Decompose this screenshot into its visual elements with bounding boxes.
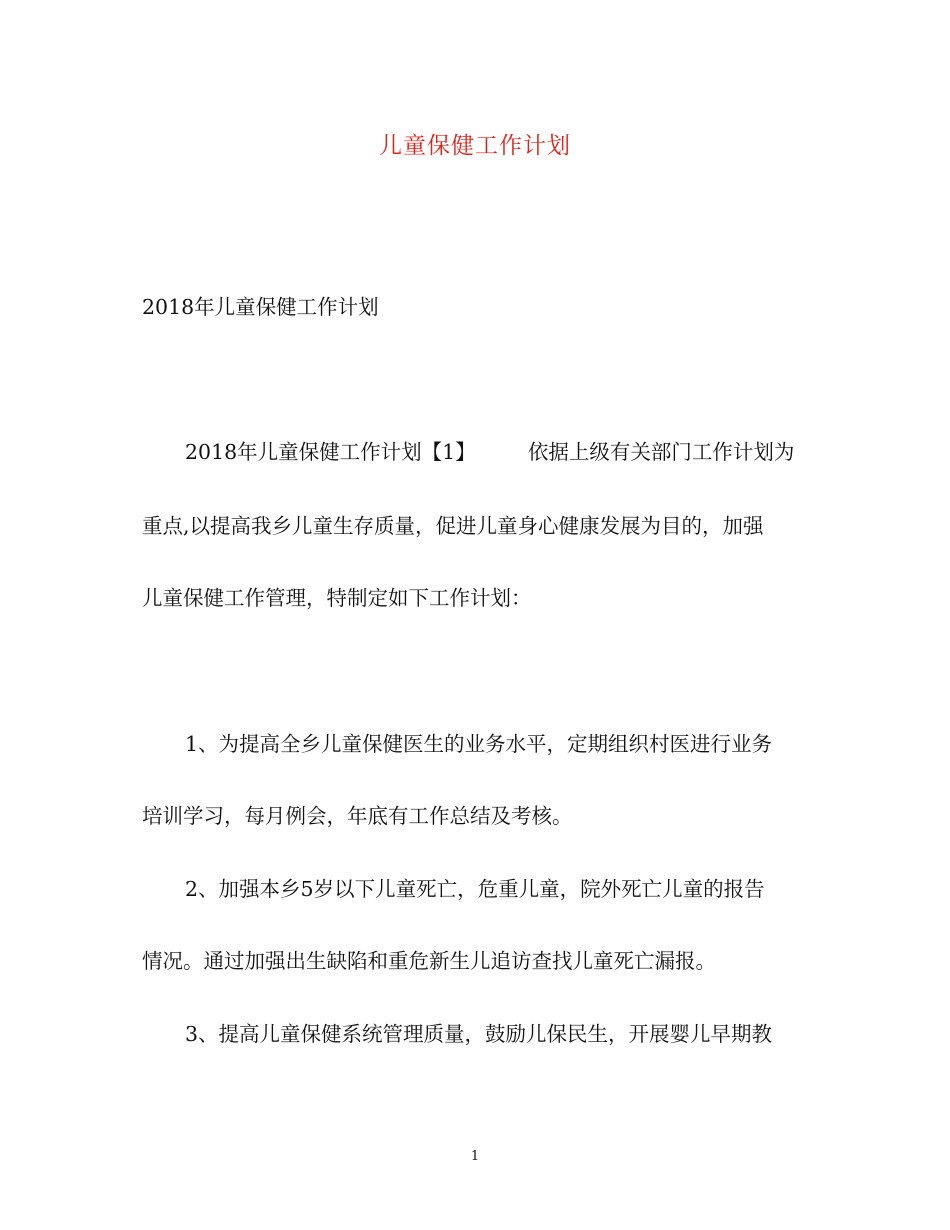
paragraph-line: 2018年儿童保健工作计划【1】 依据上级有关部门工作计划为 (185, 440, 795, 464)
paragraph-line: 儿童保健工作管理，特制定如下工作计划： (142, 586, 532, 610)
paragraph-line: 重点,以提高我乡儿童生存质量，促进儿童身心健康发展为目的，加强 (142, 514, 764, 538)
document-subtitle: 2018年儿童保健工作计划 (142, 295, 379, 319)
list-item-1-line: 培训学习，每月例会，年底有工作总结及考核。 (142, 804, 573, 828)
list-item-1-line: 1、为提高全乡儿童保健医生的业务水平，定期组织村医进行业务 (185, 732, 773, 756)
list-item-2-line: 2、加强本乡5岁以下儿童死亡，危重儿童，院外死亡儿童的报告 (185, 877, 765, 901)
page-number: 1 (470, 1149, 480, 1164)
document-title: 儿童保健工作计划 (379, 133, 571, 159)
list-item-3-line: 3、提高儿童保健系统管理质量，鼓励儿保民生，开展婴儿早期教 (185, 1022, 773, 1046)
list-item-2-line: 情况。通过加强出生缺陷和重危新生儿追访查找儿童死亡漏报。 (142, 949, 716, 973)
